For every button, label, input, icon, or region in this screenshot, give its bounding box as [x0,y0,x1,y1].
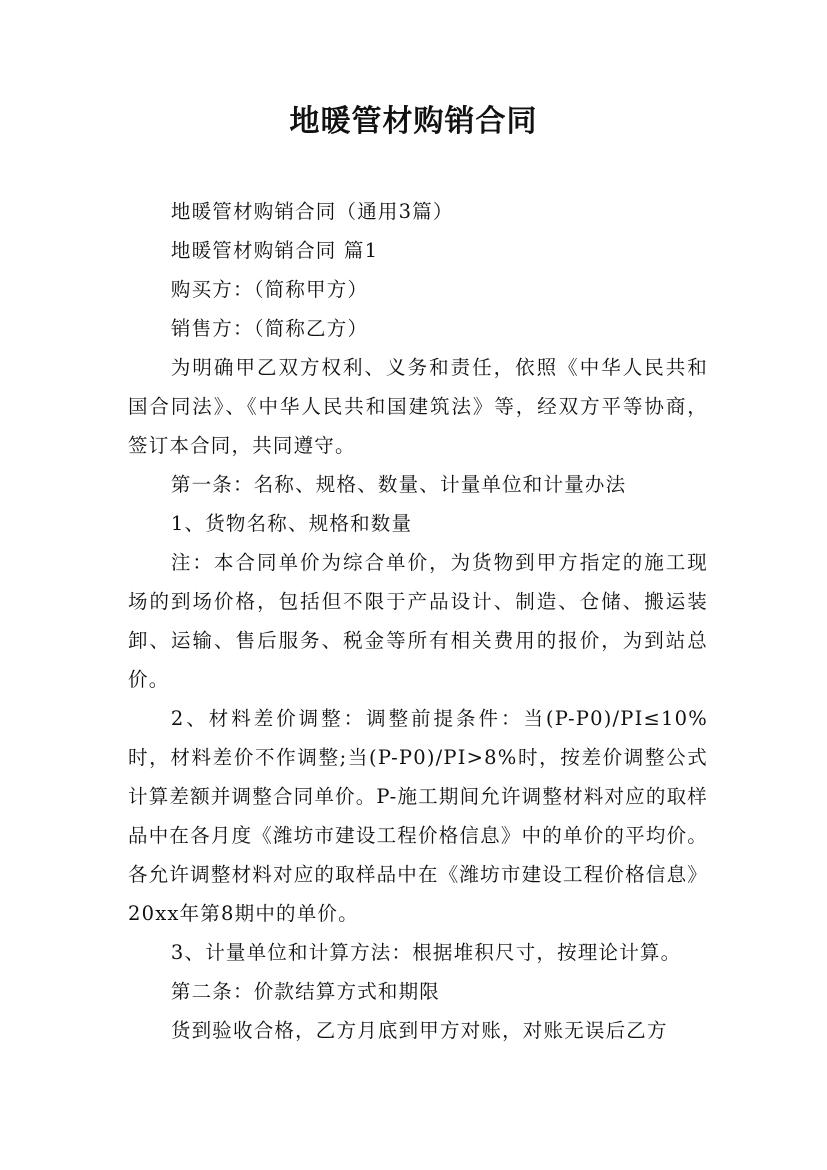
paragraph-buyer: 购买方：（简称甲方） [170,278,369,301]
paragraph-clause-2: 2、材料差价调整：调整前提条件：当(P-P0)/PI≤10%时，材料差价不作调整;当(P-P0)/PI>8%时，按差价调整公式计算差额并调整合同单价。P-施工期间允许调整材料对应的取样品中在各月度《潍坊市建设工程价格信息》中的单价的平均价。各允许调整材料对应的取样品中在《潍坊市建设工程价格信息》20xx年第8期中的单价。 [128,707,708,925]
paragraph-settlement: 货到验收合格，乙方月底到甲方对账，对账无误后乙方 [170,1019,668,1042]
paragraph-section-heading: 地暖管材购销合同 篇1 [170,239,379,262]
paragraph-article-2-heading: 第二条：价款结算方式和期限 [170,980,440,1003]
paragraph-collection-title: 地暖管材购销合同（通用3篇） [170,200,454,223]
paragraph-article-1-heading: 第一条：名称、规格、数量、计量单位和计量办法 [170,473,627,496]
paragraph-clause-3: 3、计量单位和计算方法：根据堆积尺寸，按理论计算。 [170,941,682,964]
document-title: 地暖管材购销合同 [289,104,538,139]
document-body [128,192,708,1050]
paragraph-seller: 销售方：（简称乙方） [170,317,369,340]
paragraph-clause-1: 1、货物名称、规格和数量 [170,512,413,535]
paragraph-note: 注：本合同单价为综合单价，为货物到甲方指定的施工现场的到场价格，包括但不限于产品设计、制造、仓储、搬运装卸、运输、售后服务、税金等所有相关费用的报价，为到站总价。 [128,551,708,691]
paragraph-preamble: 为明确甲乙双方权利、义务和责任，依照《中华人民共和国合同法》、《中华人民共和国建筑法》等，经双方平等协商，签订本合同，共同遵守。 [128,356,708,457]
